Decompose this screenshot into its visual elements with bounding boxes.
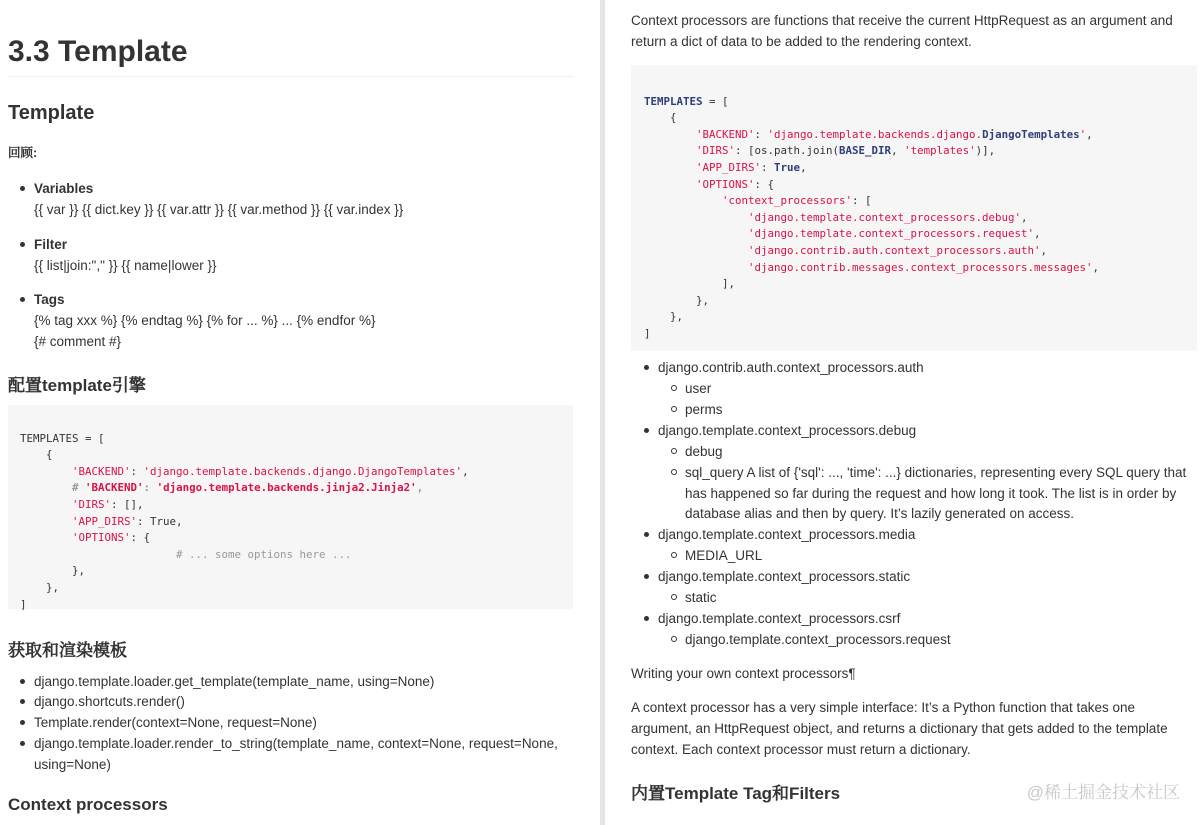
tags-line1: {% tag xxx %} {% endtag %} {% for ... %} ... {% endfor %}: [34, 313, 376, 328]
intro-line: return a dict of data to be added to the rendering context.: [631, 34, 972, 49]
bullet: [20, 242, 25, 247]
variables-text: {{ var }} {{ dict.key }} {{ var.attr }} {{ var.method }} {{ var.index }}: [34, 202, 404, 217]
left-column: [8, 0, 574, 825]
list-item: django.template.context_processors.media: [658, 527, 916, 542]
paragraph-line: context. Each context processor must return a dictionary.: [631, 742, 971, 757]
code-line: TEMPLATES = [: [20, 431, 105, 445]
code-line: },: [20, 580, 60, 594]
code-line: 'django.contrib.messages.context_processors.messages',: [748, 260, 1100, 274]
code-line: 'APP_DIRS': True,: [72, 514, 183, 528]
right-column: [631, 0, 1197, 825]
code-line: 'DIRS': [],: [72, 497, 144, 511]
code-line: },: [644, 310, 684, 324]
tags-label: Tags: [34, 292, 65, 307]
tags-line2: {# comment #}: [34, 334, 122, 349]
sub-item: perms: [685, 402, 723, 417]
code-line: 'APP_DIRS': True,: [696, 160, 807, 174]
list-item: django.template.context_processors.static: [658, 569, 911, 584]
paragraph-line: argument, an HttpRequest object, and returns a dictionary that gets added to the template: [631, 721, 1168, 736]
code-line: ]: [644, 326, 651, 340]
bullet: [644, 616, 649, 621]
sub-bullet: [671, 594, 677, 600]
watermark: @稀土掘金技术社区: [1026, 783, 1180, 802]
sub-bullet: [671, 448, 677, 454]
bullet: [20, 720, 25, 725]
filter-text: {{ list|join:"," }} {{ name|lower }}: [34, 258, 217, 273]
list-item: django.template.context_processors.debug: [658, 423, 917, 438]
sub-bullet: [671, 636, 677, 642]
list-item: django.contrib.auth.context_processors.auth: [658, 360, 924, 375]
sub-bullet: [671, 385, 677, 391]
code-line: 'django.template.context_processors.request',: [748, 227, 1041, 241]
sub-item: MEDIA_URL: [685, 548, 763, 563]
bullet: [20, 741, 25, 746]
code-block-config: [8, 405, 573, 609]
code-line: 'context_processors': [: [722, 194, 872, 208]
bullet: [644, 532, 649, 537]
sub-item-cont: has happened so far during the request and how long it took. The list is in order by: [685, 486, 1177, 501]
code-line: 'OPTIONS': {: [696, 177, 775, 191]
code-line: 'DIRS': [os.path.join(BASE_DIR, 'templates')],: [696, 144, 996, 158]
sub-item-cont: database alias and then by query. It’s lazily generated on access.: [685, 506, 1074, 521]
review-label: 回顾:: [8, 146, 38, 160]
code-line: 'BACKEND': 'django.template.backends.django.DjangoTemplates',: [696, 127, 1093, 141]
bullet: [644, 428, 649, 433]
writing-heading: Writing your own context processors¶: [631, 666, 856, 681]
bullet: [644, 574, 649, 579]
column-divider: [600, 0, 605, 825]
page-title: 3.3 Template: [8, 30, 574, 77]
bullet: [20, 297, 25, 302]
sub-item: sql_query A list of {'sql': ..., 'time': ...} dictionaries, representing every SQL query that: [685, 465, 1187, 480]
render-item: django.template.loader.get_template(template_name, using=None): [34, 674, 435, 689]
heading-template: Template: [8, 102, 95, 124]
heading-render: 获取和渲染模板: [8, 641, 127, 660]
sub-bullet: [671, 469, 677, 475]
render-item: django.shortcuts.render(): [34, 694, 185, 709]
sub-item: user: [685, 381, 712, 396]
variables-label: Variables: [34, 181, 94, 196]
intro-line: Context processors are functions that receive the current HttpRequest as an argument and: [631, 13, 1173, 28]
code-line: 'BACKEND': 'django.template.backends.django.DjangoTemplates',: [72, 464, 469, 478]
heading-config: 配置template引擎: [8, 376, 146, 395]
code-line: TEMPLATES = [: [644, 94, 729, 108]
bullet: [20, 186, 25, 191]
code-line: },: [20, 564, 86, 578]
filter-label: Filter: [34, 237, 68, 252]
heading-builtin: 内置Template Tag和Filters: [631, 784, 841, 803]
sub-item: debug: [685, 444, 723, 459]
code-line: # 'BACKEND': 'django.template.backends.jinja2.Jinja2',: [72, 481, 424, 495]
code-line: ],: [644, 277, 736, 291]
code-block-context: [631, 65, 1197, 351]
list-item: django.template.context_processors.csrf: [658, 611, 901, 626]
render-item: django.template.loader.render_to_string(template_name, context=None, request=None,: [34, 736, 558, 751]
bullet: [644, 365, 649, 370]
bullet: [20, 679, 25, 684]
heading-context: Context processors: [8, 795, 168, 814]
render-item-cont: using=None): [34, 757, 111, 772]
sub-item: static: [685, 590, 717, 605]
sub-item: django.template.context_processors.request: [685, 632, 951, 647]
code-line: # ... some options here ...: [98, 547, 352, 561]
code-line: ]: [20, 597, 27, 611]
render-item: Template.render(context=None, request=None): [34, 715, 317, 730]
code-line: 'OPTIONS': {: [72, 531, 151, 545]
bullet: [20, 699, 25, 704]
sub-bullet: [671, 406, 677, 412]
code-line: },: [644, 293, 710, 307]
code-line: {: [644, 111, 677, 125]
sub-bullet: [671, 552, 677, 558]
code-line: 'django.template.context_processors.debug',: [748, 210, 1028, 224]
paragraph-line: A context processor has a very simple interface: It’s a Python function that takes one: [631, 700, 1136, 715]
code-line: {: [20, 448, 53, 462]
code-line: 'django.contrib.auth.context_processors.auth',: [748, 243, 1048, 257]
